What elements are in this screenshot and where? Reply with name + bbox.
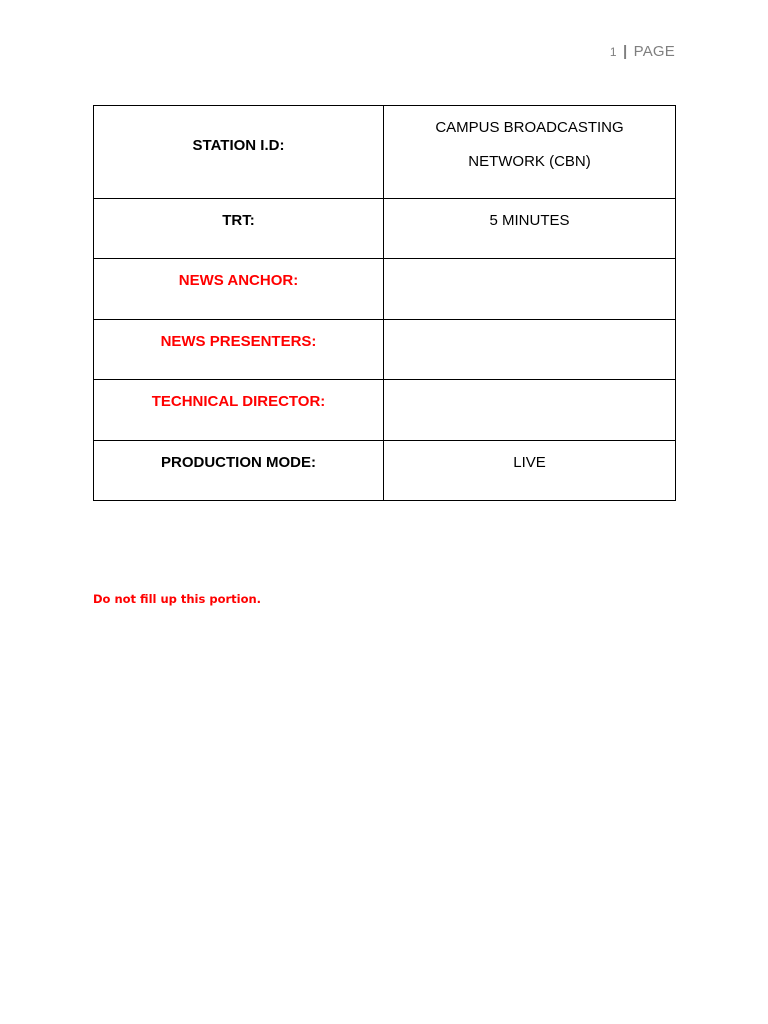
news-anchor-value-cell[interactable] (384, 259, 676, 320)
page-header (610, 43, 675, 61)
table-row-production-mode (94, 441, 676, 501)
table-row-news-presenters (94, 320, 676, 380)
station-id-value-line1: CAMPUS BROADCASTING (435, 119, 624, 136)
technical-director-value (384, 380, 675, 393)
table-row-trt (94, 199, 676, 259)
table-row-station-id (94, 106, 676, 199)
production-mode-value: LIVE (513, 454, 546, 471)
station-id-value-line2: NETWORK (CBN) (468, 153, 591, 170)
page-separator: | (622, 43, 628, 60)
news-presenters-value (384, 320, 675, 333)
table-row-technical-director (94, 380, 676, 441)
page-number: 1 (609, 45, 617, 59)
station-id-value (384, 98, 675, 179)
value-cell (384, 106, 676, 199)
technical-director-value-cell[interactable] (384, 380, 676, 441)
news-anchor-value (384, 259, 675, 272)
instruction-note: Do not fill up this portion. (93, 592, 262, 606)
news-anchor-label: NEWS ANCHOR: (178, 272, 299, 289)
label-cell (94, 380, 384, 441)
page-label: PAGE (633, 43, 675, 60)
station-id-label: STATION I.D: (192, 137, 285, 154)
label-cell (94, 441, 384, 501)
trt-label: TRT: (222, 212, 255, 229)
value-cell (384, 199, 676, 259)
value-cell (384, 441, 676, 501)
label-cell (94, 106, 384, 199)
production-mode-label: PRODUCTION MODE: (161, 454, 316, 471)
label-cell (94, 199, 384, 259)
table-row-news-anchor (94, 259, 676, 320)
news-presenters-value-cell[interactable] (384, 320, 676, 380)
technical-director-label: TECHNICAL DIRECTOR: (151, 393, 326, 410)
label-cell (94, 259, 384, 320)
broadcast-info-table (93, 105, 676, 501)
label-cell (94, 320, 384, 380)
trt-value: 5 MINUTES (489, 212, 570, 229)
news-presenters-label: NEWS PRESENTERS: (160, 333, 317, 350)
